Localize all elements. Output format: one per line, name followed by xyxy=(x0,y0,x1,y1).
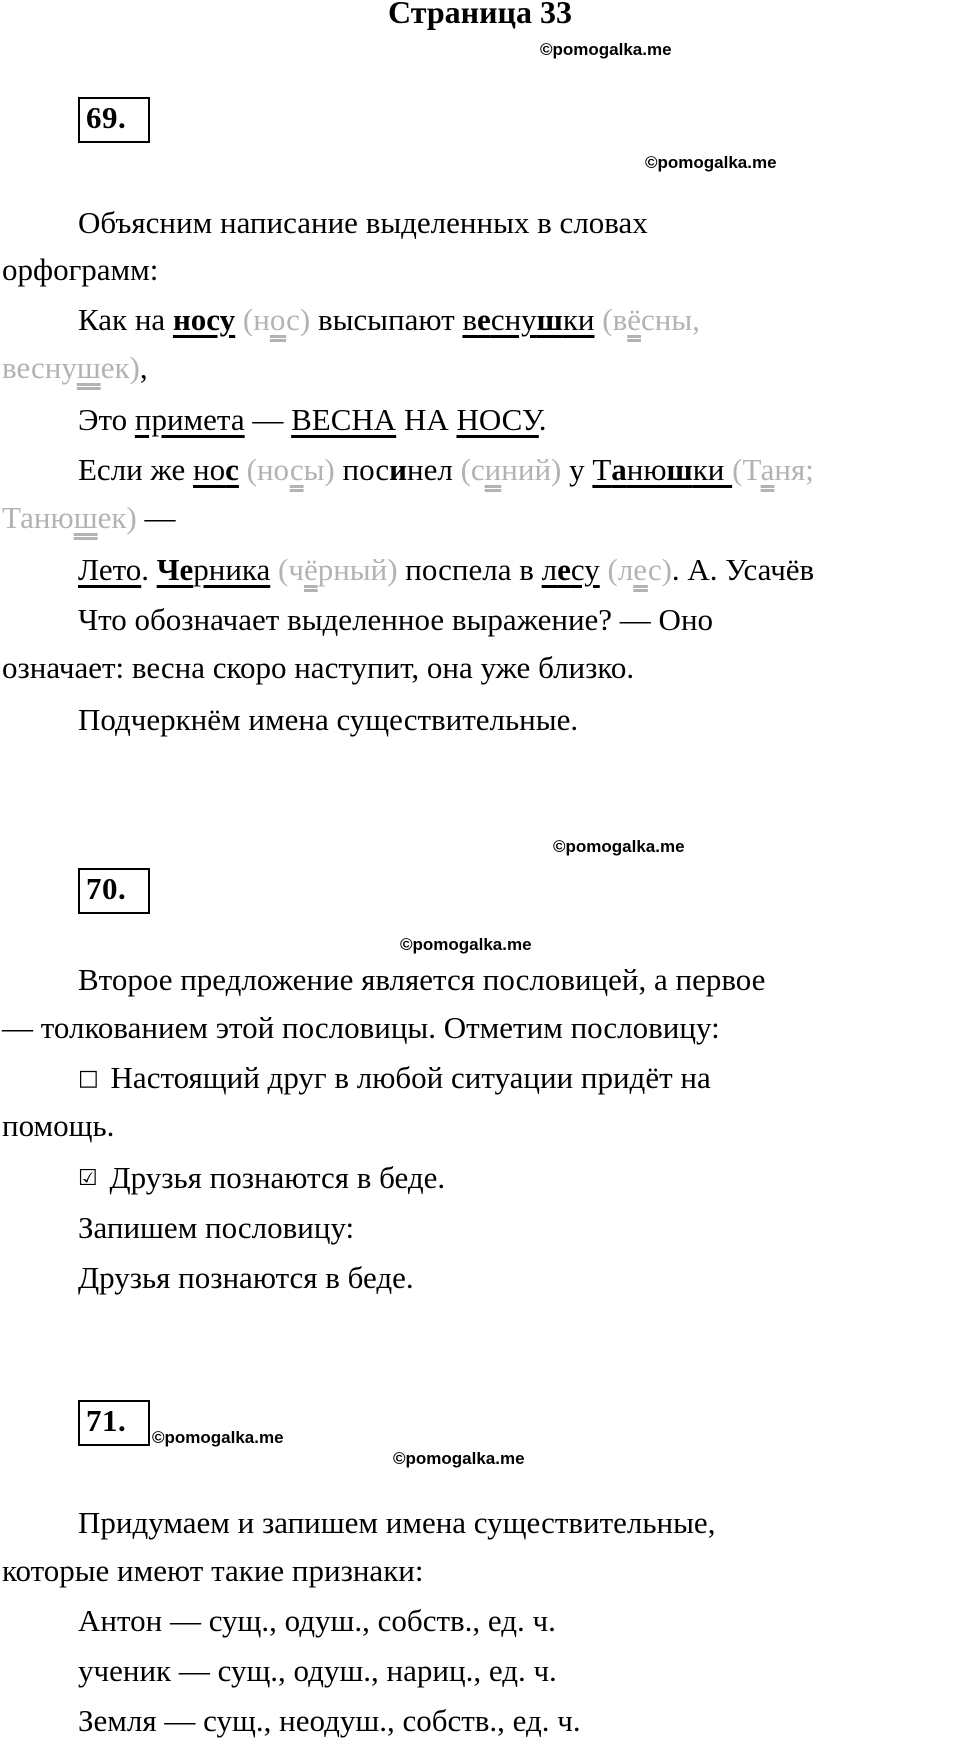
noun-example: Антон — сущ., одуш., собств., ед. ч. xyxy=(78,1603,556,1638)
proverb-option-1-cont: помощь. xyxy=(2,1108,115,1143)
highlighted-word: Черника xyxy=(156,552,271,587)
checked-box-icon: ☑ xyxy=(78,1166,98,1191)
poem-line-1 xyxy=(78,302,700,338)
poem-line-3: Если же нос (носы) посинел (синий) у Танюшки (Таня; xyxy=(78,452,814,487)
underlined-noun: Лето xyxy=(78,552,142,587)
task-number-70: 70. xyxy=(78,868,150,914)
task69-instruction: Подчеркнём имена существительные. xyxy=(78,702,579,737)
highlighted-word: носу xyxy=(172,302,236,337)
highlighted-word: лесу xyxy=(541,552,600,587)
watermark: ©pomogalka.me xyxy=(553,837,685,856)
watermark: ©pomogalka.me xyxy=(152,1428,284,1447)
check-word-hint: (носы) xyxy=(238,452,343,487)
check-word-hint: (лес) xyxy=(599,552,672,587)
task69-intro-line1: Объясним написание выделенных в словах xyxy=(78,205,648,240)
task-number-71: 71. xyxy=(78,1400,150,1446)
check-word-hint: Танюшек) xyxy=(2,500,137,535)
poem-line-3-cont: Танюшек) — xyxy=(2,500,176,535)
highlighted-word: посинел xyxy=(342,452,453,487)
watermark: ©pomogalka.me xyxy=(540,40,672,59)
noun-example: Земля — сущ., неодуш., собств., ед. ч. xyxy=(78,1703,581,1738)
page-title: Страница 33 xyxy=(388,0,572,30)
underlined-noun: НОСУ xyxy=(456,402,539,437)
watermark: ©pomogalka.me xyxy=(400,935,532,954)
poem-line-4: Лето. Черника (чёрный) поспела в лесу (лес). А. Усачёв xyxy=(78,552,815,587)
poem-line-1-cont: веснушек), xyxy=(2,350,148,385)
highlighted-word: веснушки xyxy=(462,302,595,337)
check-word-hint: (синий) xyxy=(452,452,570,487)
proverb-option-2: ☑ Друзья познаются в беде. xyxy=(78,1160,446,1195)
highlighted-word: Танюшки xyxy=(592,452,733,487)
proverb-option-1: □ Настоящий друг в любой ситуации придёт на xyxy=(78,1060,711,1095)
task70-text-line1: Второе предложение является пословицей, а первое xyxy=(78,962,766,997)
task70-text-line2: — толкованием этой пословицы. Отметим пословицу: xyxy=(2,1010,720,1045)
underlined-noun: ВЕСНА xyxy=(291,402,397,437)
watermark: ©pomogalka.me xyxy=(645,153,777,172)
task71-text-line2: которые имеют такие признаки: xyxy=(2,1553,424,1588)
highlighted-word: нос xyxy=(193,452,239,487)
task70-write-label: Запишем пословицу: xyxy=(78,1210,355,1245)
task71-text-line1: Придумаем и запишем имена существительные, xyxy=(78,1505,716,1540)
task69-intro-line2: орфограмм: xyxy=(2,252,159,287)
task70-proverb: Друзья познаются в беде. xyxy=(78,1260,414,1295)
text: высыпают xyxy=(317,302,463,337)
check-word-hint: (нос) xyxy=(235,302,318,337)
check-word-hint: веснушек) xyxy=(2,350,140,385)
noun-example: ученик — сущ., одуш., нариц., ед. ч. xyxy=(78,1653,557,1688)
text: Как на xyxy=(78,302,173,337)
watermark: ©pomogalka.me xyxy=(393,1449,525,1468)
task69-question-line2: означает: весна скоро наступит, она уже близко. xyxy=(2,650,635,685)
task69-question-line1: Что обозначает выделенное выражение? — Оно xyxy=(78,602,714,637)
unchecked-box-icon: □ xyxy=(78,1066,99,1091)
check-word-hint: (Таня; xyxy=(732,452,814,487)
task-number-69: 69. xyxy=(78,97,150,143)
check-word-hint: (вёсны, xyxy=(594,302,700,337)
check-word-hint: (чёрный) xyxy=(270,552,406,587)
poem-line-2: Это примета — ВЕСНА НА НОСУ. xyxy=(78,402,547,437)
underlined-noun: примета xyxy=(134,402,245,437)
